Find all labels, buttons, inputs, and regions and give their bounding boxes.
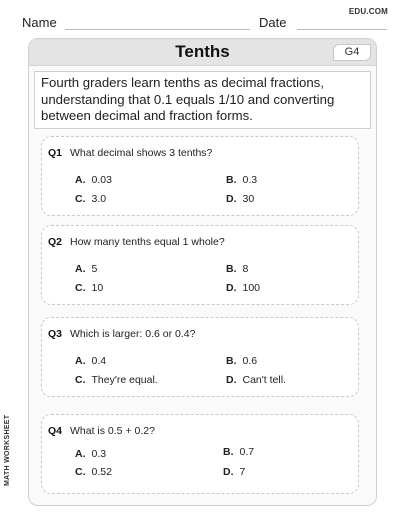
question-card-q1 (41, 136, 359, 216)
question-card-q3 (41, 317, 359, 397)
option-b[interactable]: B. 0.3 (226, 174, 258, 186)
question-text: What decimal shows 3 tenths? (70, 147, 213, 159)
option-b[interactable]: B. 0.6 (226, 355, 258, 367)
option-c[interactable]: C. 3.0 (75, 193, 107, 205)
option-d[interactable]: D. 7 (223, 466, 246, 478)
question-card-q2 (41, 225, 359, 305)
option-a[interactable]: A. 0.03 (75, 174, 112, 186)
worksheet-title: Tenths (175, 42, 230, 61)
option-a[interactable]: A. 5 (75, 263, 98, 275)
option-a[interactable]: A. 0.3 (75, 448, 107, 460)
question-card-q4 (41, 414, 359, 494)
name-date-row (22, 15, 388, 33)
question-text: What is 0.5 + 0.2? (70, 425, 155, 437)
option-c[interactable]: C. 10 (75, 282, 104, 294)
option-d[interactable]: D. 100 (226, 282, 261, 294)
brand-logo: EDU.COM (348, 7, 388, 16)
name-line[interactable] (65, 29, 250, 30)
date-line[interactable] (297, 29, 387, 30)
option-c[interactable]: C. They're equal. (75, 374, 158, 386)
name-label: Name (22, 15, 57, 30)
intro-text: Fourth graders learn tenths as decimal fractions, understanding that 0.1 equals 1/10 and converting between decimal and fraction forms. (34, 71, 371, 129)
question-number: Q3 (48, 328, 63, 340)
option-d[interactable]: D. Can't tell. (226, 374, 286, 386)
option-a[interactable]: A. 0.4 (75, 355, 107, 367)
question-number: Q1 (48, 147, 63, 159)
option-d[interactable]: D. 30 (226, 193, 255, 205)
grade-badge: G4 (333, 44, 371, 61)
worksheet-card (28, 38, 377, 506)
option-b[interactable]: B. 8 (226, 263, 249, 275)
option-c[interactable]: C. 0.52 (75, 466, 112, 478)
question-text: How many tenths equal 1 whole? (70, 236, 225, 248)
side-label: MATH WORKSHEET (4, 414, 11, 486)
title-bar (29, 39, 376, 66)
option-b[interactable]: B. 0.7 (223, 446, 255, 458)
question-text: Which is larger: 0.6 or 0.4? (70, 328, 196, 340)
date-label: Date (259, 15, 287, 30)
question-number: Q4 (48, 425, 63, 437)
question-number: Q2 (48, 236, 63, 248)
